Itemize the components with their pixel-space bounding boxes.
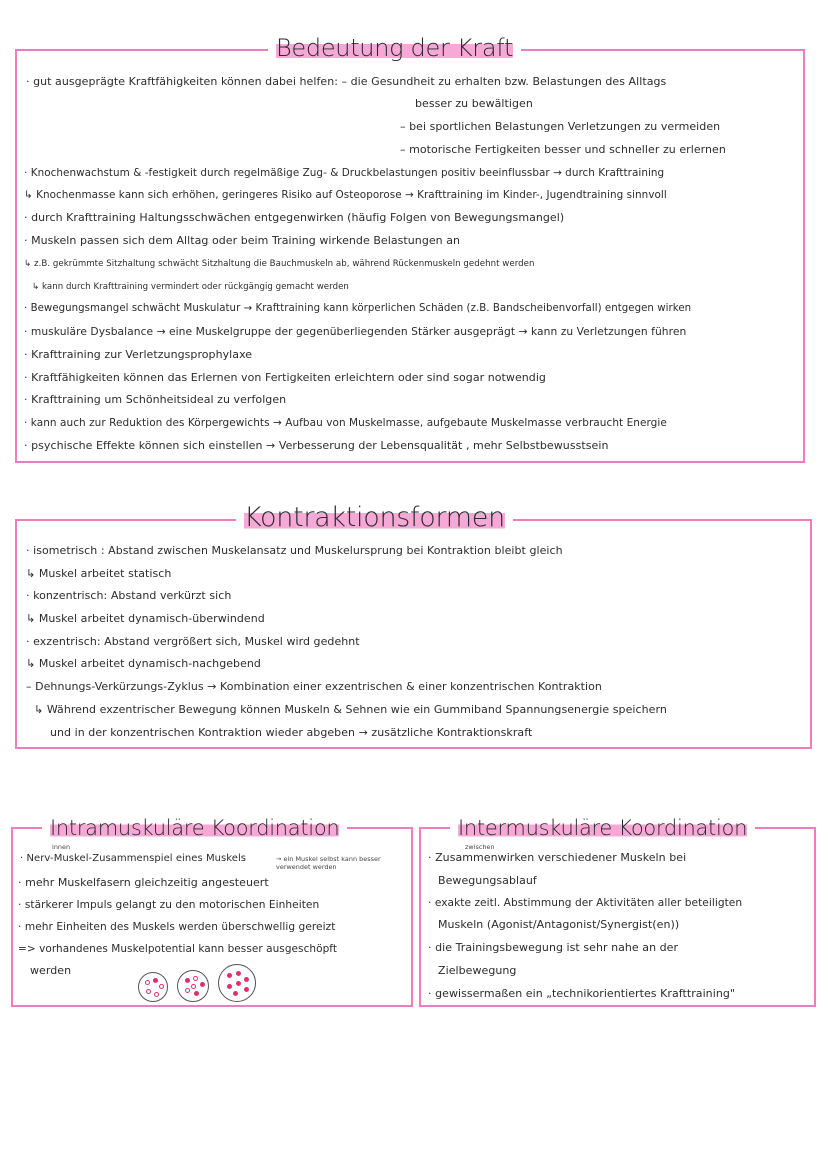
- text-line: · durch Krafttraining Haltungsschwächen entgegenwirken (häufig Folgen von Bewegungsmangel): [24, 211, 565, 224]
- text-line: · muskuläre Dysbalance → eine Muskelgruppe der gegenüberliegenden Stärker ausgeprägt → kann zu Verletzungen führen: [24, 325, 687, 338]
- motor-unit-small-icon: [138, 972, 168, 1002]
- text-line: ↳ Während exzentrischer Bewegung können Muskeln & Sehnen wie ein Gummiband Spannungsenergie speichern: [34, 703, 667, 716]
- text-line: ↳ Muskel arbeitet statisch: [26, 567, 172, 580]
- text-line: · Krafttraining um Schönheitsideal zu verfolgen: [24, 393, 287, 406]
- motor-unit-large-icon: [218, 964, 256, 1002]
- text-line: Muskeln (Agonist/Antagonist/Synergist(en)): [438, 918, 680, 931]
- motor-unit-medium-icon: [177, 970, 209, 1002]
- side-note: → ein Muskel selbst kann besser verwendet werden: [276, 855, 381, 871]
- text-line: Bewegungsablauf: [438, 874, 537, 887]
- text-line: · Nerv-Muskel-Zusammenspiel eines Muskels: [20, 853, 247, 864]
- text-line: · mehr Muskelfasern gleichzeitig angesteuert: [18, 876, 269, 889]
- text-line: · mehr Einheiten des Muskels werden überschwellig gereizt: [18, 921, 336, 933]
- section-title-intermuskulaer: Intermuskuläre Koordination: [450, 818, 755, 839]
- text-line: – Dehnungs-Verkürzungs-Zyklus → Kombination einer exzentrischen & einer konzentrischen Kontraktion: [26, 680, 602, 693]
- text-line: · Muskeln passen sich dem Alltag oder beim Training wirkende Belastungen an: [24, 234, 461, 247]
- text-line: · konzentrisch: Abstand verkürzt sich: [26, 589, 232, 602]
- text-line: · Knochenwachstum & -festigkeit durch regelmäßige Zug- & Druckbelastungen positiv beeinflussbar → durch Krafttraining: [24, 167, 665, 179]
- text-line: ↳ kann durch Krafttraining vermindert oder rückgängig gemacht werden: [32, 282, 349, 292]
- text-line: werden: [30, 964, 72, 977]
- text-line: · die Trainingsbewegung ist sehr nahe an der: [428, 941, 679, 954]
- section-title-kontraktionsformen: Kontraktionsformen: [236, 504, 513, 531]
- superscript-note: zwischen: [465, 843, 495, 851]
- text-line: · stärkerer Impuls gelangt zu den motorischen Einheiten: [18, 899, 320, 911]
- text-line: · Krafttraining zur Verletzungsprophylaxe: [24, 348, 253, 361]
- text-line: ↳ Knochenmasse kann sich erhöhen, geringeres Risiko auf Osteoporose → Krafttraining im Kinder-, Jugendtraining sinnvoll: [24, 189, 667, 201]
- text-line: · Bewegungsmangel schwächt Muskulatur → Krafttraining kann körperlichen Schäden (z.B. Bandscheibenvorfall) entgegen wirken: [24, 303, 692, 314]
- text-line: und in der konzentrischen Kontraktion wieder abgeben → zusätzliche Kontraktionskraft: [50, 726, 533, 739]
- text-line: – bei sportlichen Belastungen Verletzungen zu vermeiden: [400, 120, 721, 133]
- text-line: · gewissermaßen ein „technikorientiertes Krafttraining": [428, 987, 735, 1000]
- text-line: ↳ Muskel arbeitet dynamisch-nachgebend: [26, 657, 261, 670]
- text-line: Zielbewegung: [438, 964, 517, 977]
- superscript-note: innen: [52, 843, 71, 851]
- text-line: · exzentrisch: Abstand vergrößert sich, Muskel wird gedehnt: [26, 635, 360, 648]
- section-title-intramuskulaer: Intramuskuläre Koordination: [42, 818, 347, 839]
- text-line: · kann auch zur Reduktion des Körpergewichts → Aufbau von Muskelmasse, aufgebaute Muskelmasse verbraucht Energie: [24, 417, 667, 429]
- text-line: – motorische Fertigkeiten besser und schneller zu erlernen: [400, 143, 726, 156]
- text-line: besser zu bewältigen: [415, 97, 533, 110]
- text-line: => vorhandenes Muskelpotential kann besser ausgeschöpft: [18, 943, 338, 955]
- text-line: ↳ z.B. gekrümmte Sitzhaltung schwächt Sitzhaltung die Bauchmuskeln ab, während Rückenmuskeln gedehnt werden: [24, 259, 535, 269]
- text-line: · gut ausgeprägte Kraftfähigkeiten können dabei helfen: – die Gesundheit zu erhalten bzw. Belastungen des Alltags: [26, 75, 667, 88]
- text-line: · psychische Effekte können sich einstellen → Verbesserung der Lebensqualität , mehr Selbstbewusstsein: [24, 439, 609, 452]
- text-line: ↳ Muskel arbeitet dynamisch-überwindend: [26, 612, 265, 625]
- text-line: · Zusammenwirken verschiedener Muskeln bei: [428, 851, 687, 864]
- motor-units-illustration: [138, 964, 256, 1002]
- text-line: · Kraftfähigkeiten können das Erlernen von Fertigkeiten erleichtern oder sind sogar notwendig: [24, 371, 546, 384]
- text-line: · isometrisch : Abstand zwischen Muskelansatz und Muskelursprung bei Kontraktion bleibt gleich: [26, 544, 563, 557]
- text-line: · exakte zeitl. Abstimmung der Aktivitäten aller beteiligten: [428, 897, 743, 909]
- section-title-bedeutung: Bedeutung der Kraft: [268, 36, 521, 60]
